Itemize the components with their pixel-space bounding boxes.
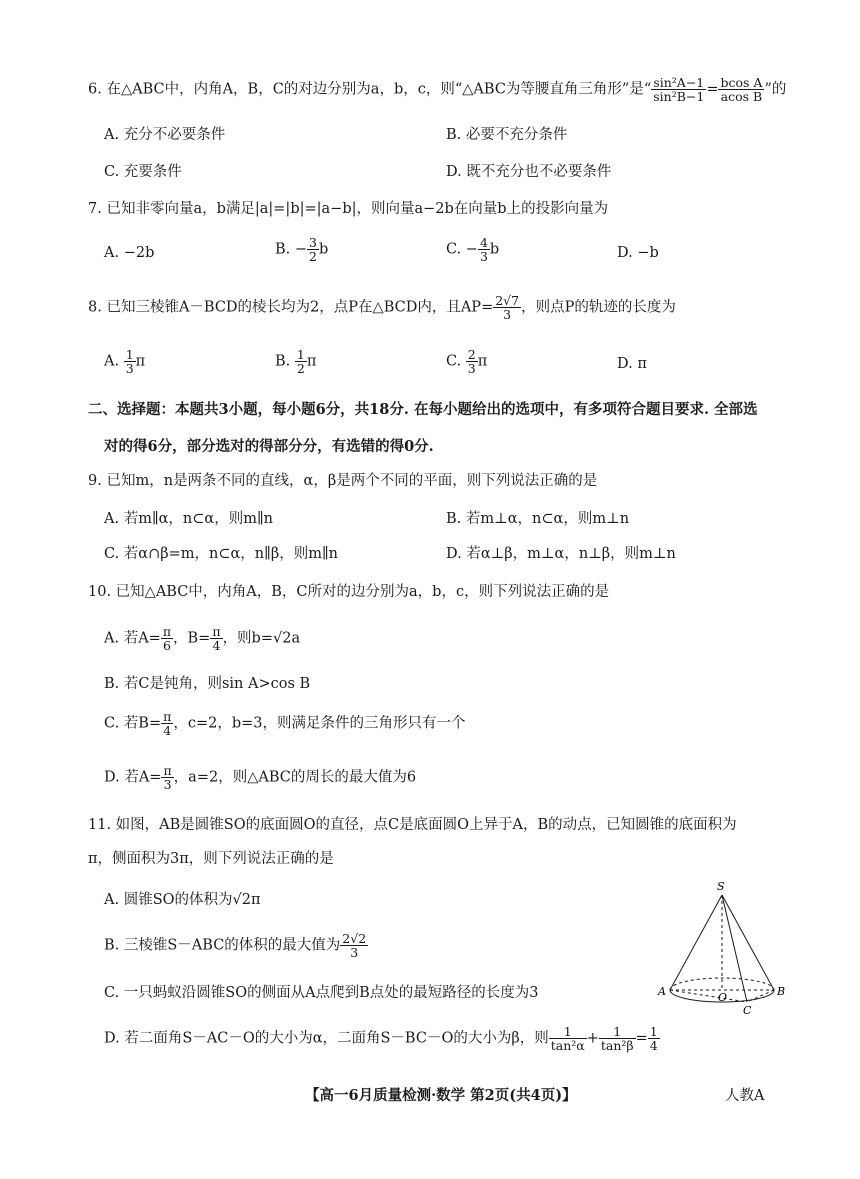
label-A: A xyxy=(658,985,666,998)
question-8-stem: 8. 已知三棱锥A－BCD的棱长均为2，点P在△BCD内，且AP= $\frac{2√7}{3}$ ，则点P的轨迹的长度为 xyxy=(88,293,676,323)
question-10-stem: 10. 已知△ABC中，内角A，B，C所对的边分别为a，b，c，则下列说法正确的是 xyxy=(88,584,610,600)
fraction: $\frac{2√7}{3}$ xyxy=(495,293,520,323)
cone-figure xyxy=(655,878,795,1018)
option-b: B. $\frac{1}{2}$ π xyxy=(275,347,317,377)
option-c: C. 充要条件 xyxy=(104,164,182,180)
option-d: D. 既不充分也不必要条件 xyxy=(446,164,612,180)
option-b: B. 必要不充分条件 xyxy=(446,127,568,143)
fraction: $\frac{4}{3}$ xyxy=(479,235,488,265)
footer-edition: 人教A xyxy=(725,1088,765,1104)
fraction: $\frac{\text{bcos A}}{\text{acos B}}$ xyxy=(720,75,763,105)
question-7-stem: 7. 已知非零向量a，b满足|a|=|b|=|a−b|，则向量a−2b在向量b上的投影向量为 xyxy=(88,201,609,217)
footer-page-info: 【高一6月质量检测·数学 第2页(共4页)】 xyxy=(305,1087,577,1104)
option-c: C. 一只蚂蚁沿圆锥SO的侧面从A点爬到B点处的最短路径的长度为3 xyxy=(104,985,539,1001)
option-b: B. 若C是钝角，则sin A>cos B xyxy=(104,676,311,692)
option-a: A. 若m∥α，n⊂α，则m∥n xyxy=(104,511,273,527)
option-a: A. −2b xyxy=(104,245,155,261)
label-S: S xyxy=(717,880,725,893)
edge-SC xyxy=(722,895,747,1002)
option-d: D. 若α⊥β，m⊥α，n⊥β，则m⊥n xyxy=(446,546,676,562)
fraction: $\frac{1}{\text{tan²α}}$ xyxy=(550,1024,585,1054)
question-9-stem: 9. 已知m，n是两条不同的直线，α，β是两个不同的平面，则下列说法正确的是 xyxy=(88,473,598,489)
fraction: $\frac{1}{\text{tan²β}}$ xyxy=(600,1024,634,1054)
label-B: B xyxy=(777,985,786,998)
option-a: A. 若A= $\frac{\pi}{6}$ ，B= $\frac{\pi}{4}$ ，则b=√2a xyxy=(104,624,301,654)
option-d: D. 若A= $\frac{\pi}{3}$ ，a=2，则△ABC的周长的最大值为6 xyxy=(104,763,417,793)
option-b: B. 三棱锥S－ABC的体积的最大值为 $\frac{2√2}{3}$ xyxy=(104,931,367,961)
chord-BC xyxy=(747,990,774,1002)
question-11-stem-cont: π，侧面积为3π，则下列说法正确的是 xyxy=(88,851,334,867)
option-c: C. − $\frac{4}{3}$ b xyxy=(446,235,500,265)
chord-AC xyxy=(670,990,747,1002)
option-a: A. $\frac{1}{3}$ π xyxy=(104,347,146,377)
fraction: $\frac{2}{3}$ xyxy=(467,347,476,377)
edge-SB xyxy=(722,895,774,990)
option-a: A. 圆锥SO的体积为√2π xyxy=(104,892,261,908)
label-O: O xyxy=(718,991,728,1004)
option-b: B. 若m⊥α，n⊂α，则m⊥n xyxy=(446,511,630,527)
fraction: $\frac{1}{4}$ xyxy=(649,1024,658,1054)
label-C: C xyxy=(743,1004,752,1017)
option-b: B. − $\frac{3}{2}$ b xyxy=(275,235,329,265)
fraction: $\frac{1}{3}$ xyxy=(125,347,134,377)
option-d: D. π xyxy=(617,356,647,372)
option-c: C. 若B= $\frac{\pi}{4}$ ，c=2，b=3，则满足条件的三角形只有一个 xyxy=(104,709,466,739)
fraction: $\frac{3}{2}$ xyxy=(309,235,317,265)
fraction: $\frac{2√2}{3}$ xyxy=(342,931,367,961)
fraction: $\frac{\pi}{3}$ xyxy=(163,763,172,793)
option-c: C. $\frac{2}{3}$ π xyxy=(446,347,488,377)
question-11-stem: 11. 如图，AB是圆锥SO的底面圆O的直径，点C是底面圆O上异于A，B的动点，已知圆锥的底面积为 xyxy=(88,817,737,833)
edge-SA xyxy=(670,895,722,990)
fraction: $\frac{\pi}{6}$ xyxy=(162,624,172,654)
fraction: $\frac{1}{2}$ xyxy=(296,347,305,377)
option-d: D. −b xyxy=(617,245,659,261)
section-2-header: 二、选择题：本题共3小题，每小题6分，共18分. 在每小题给出的选项中，有多项符合题目要求. 全部选 xyxy=(88,401,758,418)
option-d: D. 若二面角S－AC－O的大小为α，二面角S－BC－O的大小为β，则 $\frac{1}{\text{tan²α}}$ + $\frac{1}{\text{tan²β}}$ = $\frac{1}{4}$ xyxy=(104,1024,658,1054)
section-2-header-cont: 对的得6分，部分选对的得部分分，有选错的得0分. xyxy=(104,438,434,455)
option-c: C. 若α∩β=m，n⊂α，n∥β，则m∥n xyxy=(104,546,339,562)
fraction: $\frac{\pi}{4}$ xyxy=(163,709,172,739)
question-6-stem: 6. 在△ABC中，内角A，B，C的对边分别为a，b，c，则“△ABC为等腰直角三角形”是“ $\frac{\text{sin²A−1}}{\text{sin²B−1}}$ = $\frac{\text{bcos A}}{\text{acos B}}$ ”的 xyxy=(88,75,787,105)
option-a: A. 充分不必要条件 xyxy=(104,127,226,143)
fraction: $\frac{\pi}{4}$ xyxy=(212,624,221,654)
fraction: $\frac{\text{sin²A−1}}{\text{sin²B−1}}$ xyxy=(653,75,705,105)
